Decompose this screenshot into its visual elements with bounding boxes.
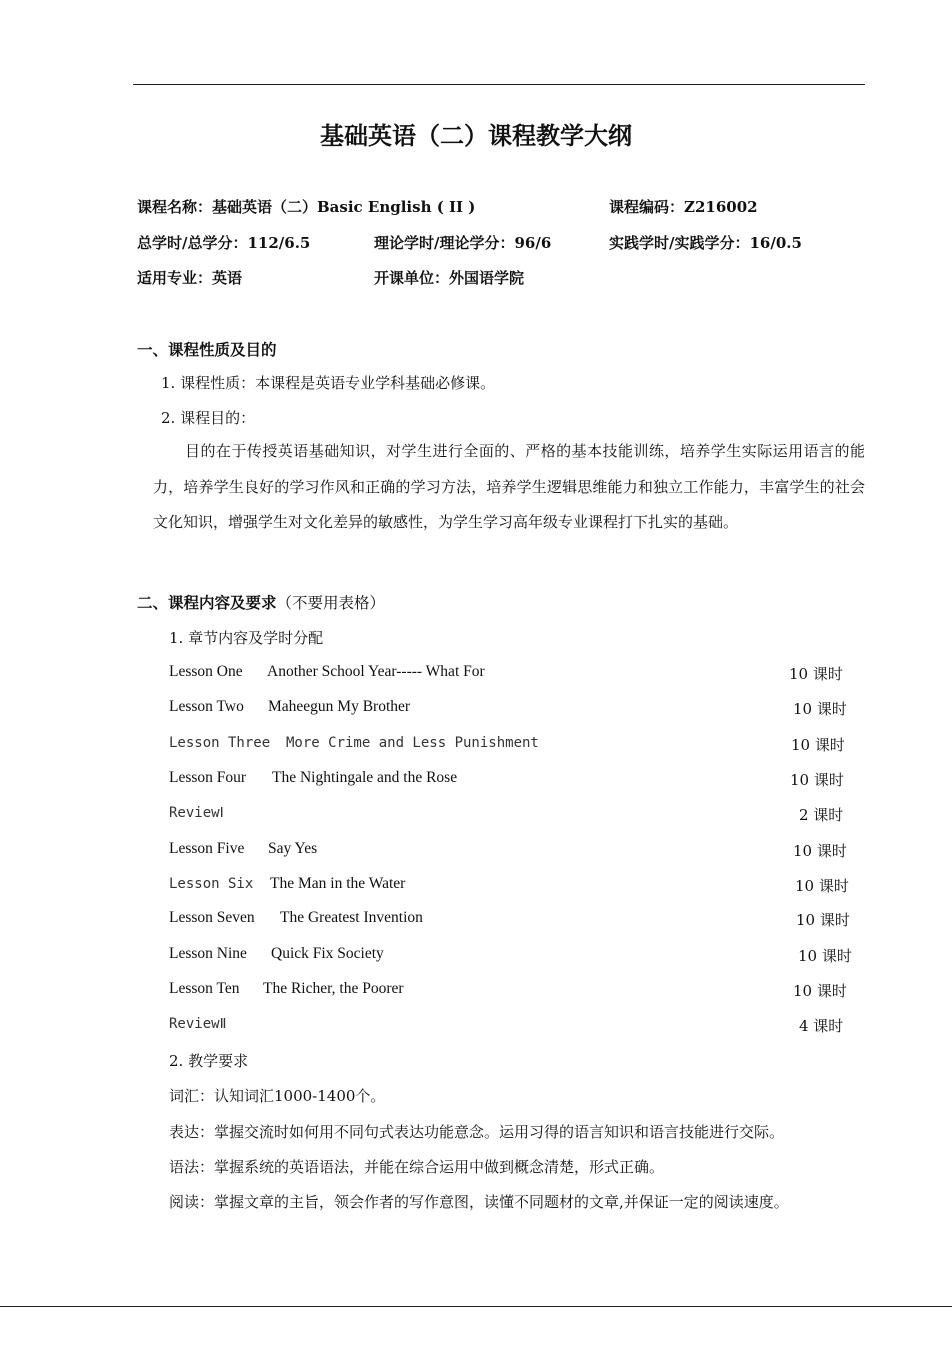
lesson-item-hours: 10 课时 [793,842,847,860]
lesson-item-label: Lesson Five [169,840,245,857]
lesson-item-label: ReviewⅡ [169,1016,227,1032]
lesson-item-title: The Richer, the Poorer [263,980,404,997]
header-rule [133,84,865,85]
requirement-expression: 表达：掌握交流时如何用不同句式表达功能意念。运用习得的语言知识和语言技能进行交际。 [169,1123,785,1141]
footer-rule [0,1306,952,1307]
document-title: 基础英语（二）课程教学大纲 [320,121,632,150]
lesson-item-hours: 2 课时 [799,806,844,824]
lesson-item-label: Lesson Six [169,876,254,892]
lesson-item-hours: 10 课时 [793,982,847,1000]
lesson-item-title: Quick Fix Society [271,945,384,962]
course-code: 课程编码：Z216002 [609,198,758,216]
section-1-heading: 一、课程性质及目的 [137,340,277,359]
requirement-vocabulary: 词汇：认知词汇1000-1400个。 [169,1087,386,1105]
lesson-item-title: The Nightingale and the Rose [272,769,458,786]
lesson-item-label: Lesson Seven [169,909,255,926]
section-2-heading-text: 二、课程内容及要求 [137,593,277,612]
chapter-allocation-heading: 1. 章节内容及学时分配 [169,629,324,647]
lesson-item-label: Lesson One [169,663,243,680]
applicable-major: 适用专业：英语 [137,269,243,287]
lesson-item-label: Lesson Ten [169,980,240,997]
lesson-item-title: Maheegun My Brother [268,698,411,715]
lesson-item-hours: 10 课时 [790,771,844,789]
section-2-heading [137,591,385,613]
theory-hours: 理论学时/理论学分：96/6 [374,234,552,252]
lesson-item-title: The Greatest Invention [280,909,423,926]
teaching-requirements-heading: 2. 教学要求 [169,1052,249,1070]
lesson-item-label: Lesson Two [169,698,244,715]
requirement-reading: 阅读：掌握文章的主旨，领会作者的写作意图，读懂不同题材的文章,并保证一定的阅读速度。 [169,1193,789,1211]
requirement-grammar: 语法：掌握系统的英语语法，并能在综合运用中做到概念清楚，形式正确。 [169,1158,665,1176]
lesson-item-title: More Crime and Less Punishment [286,735,539,751]
lesson-item-hours: 10 课时 [791,736,845,754]
lesson-item-title: The Man in the Water [270,875,406,892]
lesson-item-label: ReviewⅠ [169,805,224,821]
lesson-item-hours: 10 课时 [793,700,847,718]
lesson-item-hours: 10 课时 [796,911,850,929]
practice-hours: 实践学时/实践学分：16/0.5 [609,234,802,252]
lesson-item-label: Lesson Nine [169,945,247,962]
offering-department: 开课单位：外国语学院 [374,269,525,287]
lesson-item-hours: 10 课时 [795,877,849,895]
section-1-item-1: 1. 课程性质：本课程是英语专业学科基础必修课。 [161,374,496,392]
lesson-item-hours: 10 课时 [798,947,852,965]
lesson-item-label: Lesson Three [169,735,271,751]
section-2-heading-note: （不要用表格） [276,594,386,612]
total-hours: 总学时/总学分：112/6.5 [137,234,311,252]
lesson-item-hours: 4 课时 [799,1017,844,1035]
lesson-item-title: Another School Year----- What For [267,663,485,680]
lesson-item-hours: 10 课时 [789,665,843,683]
course-name: 课程名称：基础英语（二）Basic English ( II ) [137,198,476,216]
section-1-item-2: 2. 课程目的： [161,409,256,427]
course-purpose-paragraph: 目的在于传授英语基础知识，对学生进行全面的、严格的基本技能训练，培养学生实际运用语言的能力，培养学生良好的学习作风和正确的学习方法，培养学生逻辑思维能力和独立工作能力，丰富学生的社会文化知识，增强学生对文化差异的敏感性，为学生学习高年级专业课程打下扎实的基础。 [153,442,865,531]
lesson-item-label: Lesson Four [169,769,247,786]
lesson-item-title: Say Yes [268,840,318,857]
